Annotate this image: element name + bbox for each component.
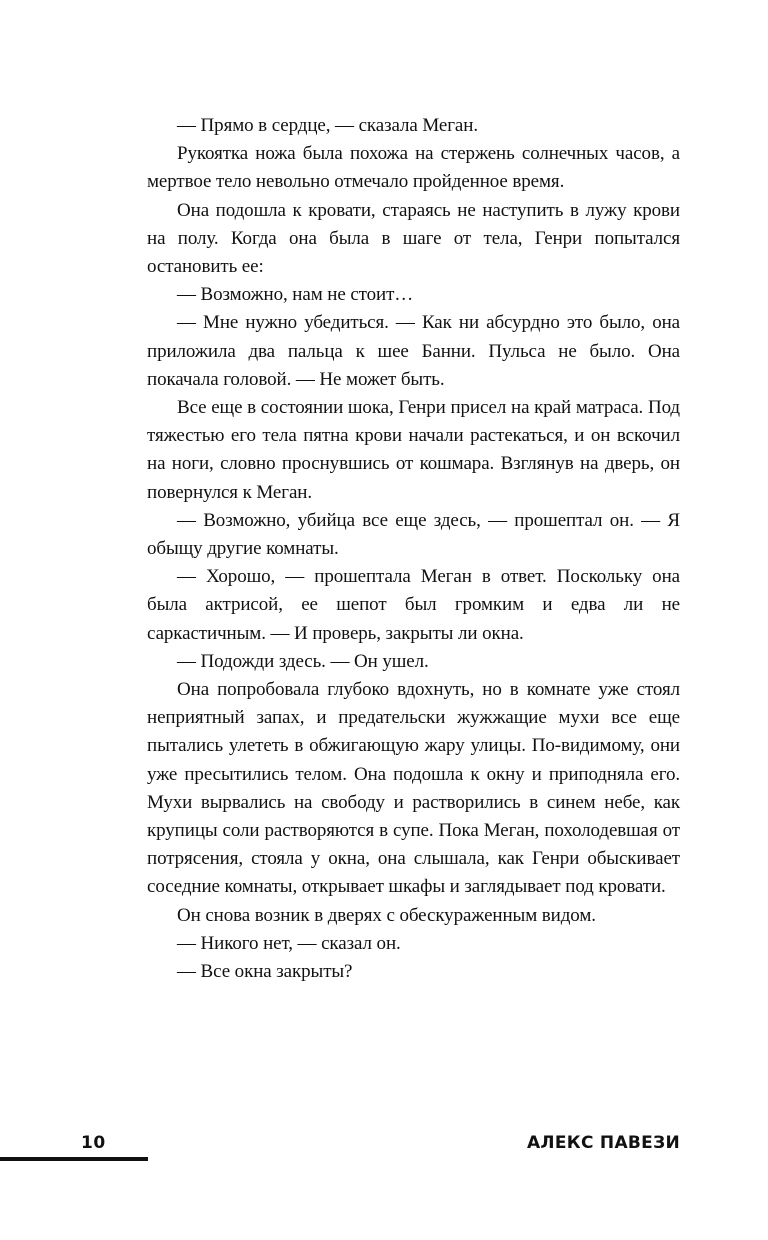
paragraph: — Прямо в сердце, — сказала Меган. bbox=[177, 115, 478, 136]
running-head-author: АЛЕКС ПАВЕЗИ bbox=[526, 1133, 680, 1153]
paragraph: — Все окна закрыты? bbox=[177, 961, 353, 983]
paragraph: — Возможно, убийца все еще здесь, — прошептал он. — Я обыщу другие комнаты. bbox=[147, 509, 680, 560]
paragraph: — Возможно, нам не стоит… bbox=[177, 284, 414, 306]
footer-rule bbox=[0, 1157, 148, 1161]
paragraph: — Мне нужно убедиться. — Как ни абсурдно это было, она приложила два пальца к шее Банни. Пульса не было. Она покачала головой. — Не может быть. bbox=[147, 312, 680, 390]
paragraph: Он снова возник в дверях с обескураженным видом. bbox=[177, 904, 596, 926]
paragraph: — Никого нет, — сказал он. bbox=[177, 932, 401, 954]
paragraph: Рукоятка ножа была похожа на стержень солнечных часов, а мертвое тело невольно отмечало пройденное время. bbox=[147, 143, 680, 193]
body-text bbox=[147, 112, 680, 986]
paragraph: Все еще в состоянии шока, Генри присел на край матраса. Под тяжестью его тела пятна крови начали растекаться, и он вскочил на ноги, словно проснувшись от кошмара. Взглянув на дверь, он повернулся к Меган. bbox=[147, 397, 680, 503]
paragraph: Она подошла к кровати, стараясь не наступить в лужу крови на полу. Когда она была в шаге от тела, Генри попытался остановить ее: bbox=[147, 199, 680, 278]
page-number: 10 bbox=[81, 1133, 106, 1153]
paragraph: — Подожди здесь. — Он ушел. bbox=[177, 650, 429, 672]
paragraph: — Хорошо, — прошептала Меган в ответ. Поскольку она была актрисой, ее шепот был громким и едва ли не саркастичным. — И проверь, закрыты ли окна. bbox=[147, 566, 680, 644]
page-footer bbox=[0, 1130, 768, 1170]
paragraph: Она попробовала глубоко вдохнуть, но в комнате уже стоял неприятный запах, и предательски жужжащие мухи все еще пытались улететь в обжигающую жару улицы. По-видимому, они уже пресытились телом. Она подошла к окну и приподняла его. Мухи вырвались на свободу и растворились в синем небе, как крупицы соли растворяются в супе. Пока Меган, похолодевшая от потрясения, стояла у окна, она слышала, как Генри обыскивает соседние комнаты, открывает шкафы и заглядывает под кровати. bbox=[147, 679, 680, 898]
